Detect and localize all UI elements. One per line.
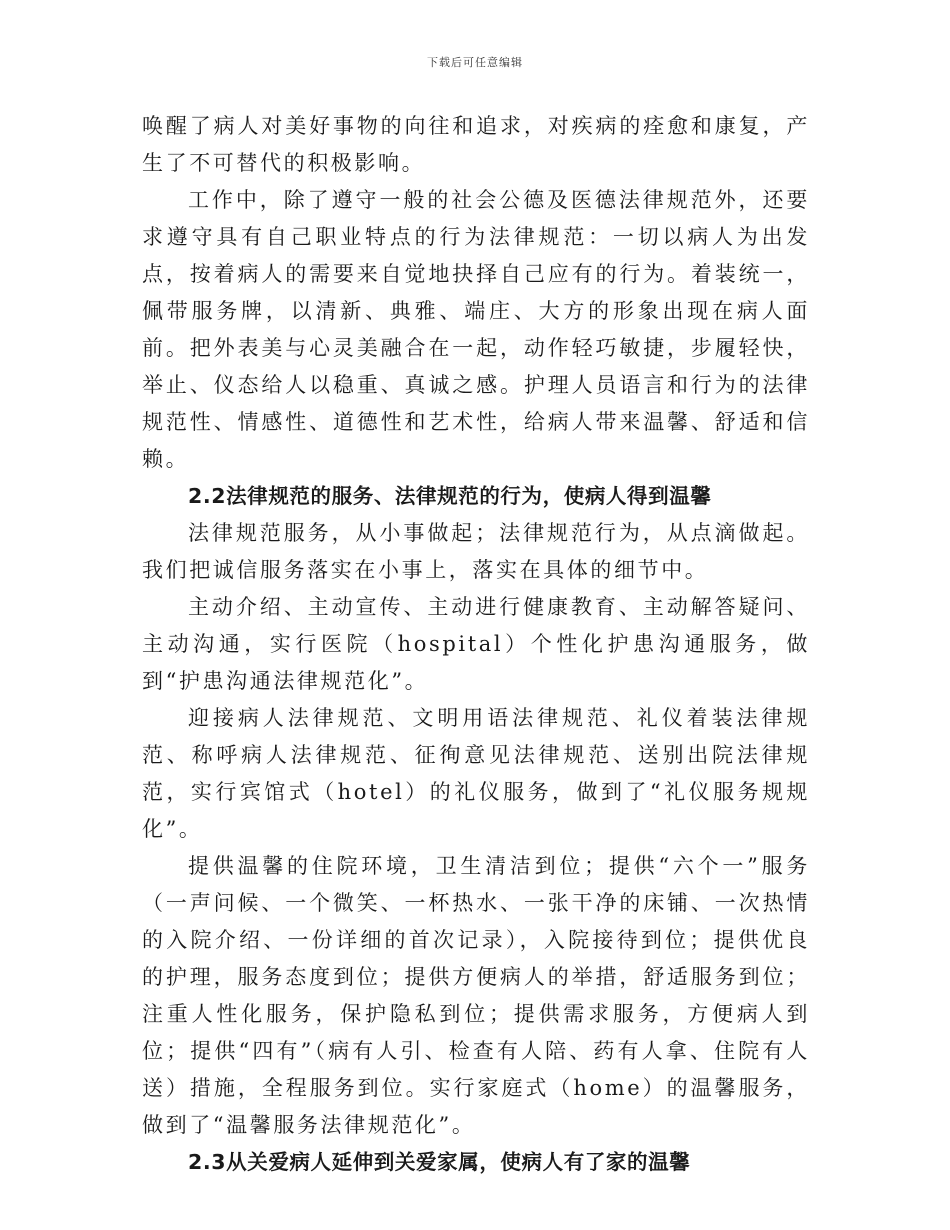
paragraph-warm-service: 提供温馨的住院环境，卫生清洁到位；提供“六个一”服务（一声问候、一个微笑、一杯热水、一张干净的床铺、一次热情的入院介绍、一份详细的首次记录），入院接待到位；提供优良的护理，服务态度到位；提供方便病人的举措，舒适服务到位；注重人性化服务，保护隐私到位；提供需求服务，方便病人到位；提供“四有”（病有人引、检查有人陪、药有人拿、住院有人送）措施，全程服务到位。实行家庭式（home）的温馨服务，做到了“温馨服务法律规范化”。 xyxy=(142,854,810,1137)
paragraph-conduct-norms: 工作中，除了遵守一般的社会公德及医德法律规范外，还要求遵守具有自己职业特点的行为法律规范：一切以病人为出发点，按着病人的需要来自觉地抉择自己应有的行为。着装统一，佩带服务牌，以清新、典雅、端庄、大方的形象出现在病人面前。把外表美与心灵美融合在一起，动作轻巧敏捷，步履轻快，举止、仪态给人以稳重、真诚之感。护理人员语言和行为的法律规范性、情感性、道德性和艺术性，给病人带来温馨、舒适和信赖。 xyxy=(142,188,810,471)
header-note: 下载后可任意编辑 xyxy=(427,56,523,69)
document-body xyxy=(142,108,810,1181)
paragraph-continuation: 唤醒了病人对美好事物的向往和追求，对疾病的痊愈和康复，产生了不可替代的积极影响。 xyxy=(142,114,810,175)
paragraph-communication: 主动介绍、主动宣传、主动进行健康教育、主动解答疑问、主动沟通，实行医院（hospital）个性化护患沟通服务，做到“护患沟通法律规范化”。 xyxy=(142,595,810,693)
section-heading-2-3: 2.3从关爱病人延伸到关爱家属，使病人有了家的温馨 xyxy=(188,1150,691,1174)
section-heading-2-2: 2.2法律规范的服务、法律规范的行为，使病人得到温馨 xyxy=(188,484,712,508)
paragraph-etiquette: 迎接病人法律规范、文明用语法律规范、礼仪着装法律规范、称呼病人法律规范、征徇意见法律规范、送别出院法律规范，实行宾馆式（hotel）的礼仪服务，做到了“礼仪服务规规化”。 xyxy=(142,706,810,841)
paragraph-small-things: 法律规范服务，从小事做起；法律规范行为，从点滴做起。我们把诚信服务落实在小事上，落实在具体的细节中。 xyxy=(142,521,810,582)
